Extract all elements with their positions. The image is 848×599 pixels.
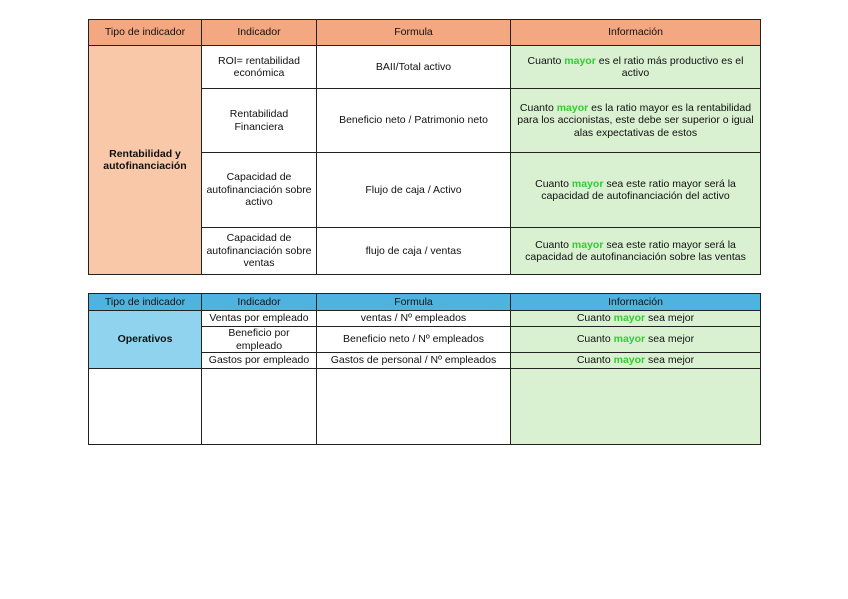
info-text: Cuanto (527, 54, 565, 67)
empty-row (89, 369, 761, 445)
info-text: Cuanto (576, 312, 614, 325)
empty-cell (317, 369, 511, 445)
empty-cell (89, 369, 202, 445)
indicator-cell: ROI= rentabilidad económica (202, 46, 317, 89)
formula-cell: flujo de caja / ventas (317, 228, 511, 275)
header-informacion: Información (511, 294, 761, 311)
indicator-cell: Ventas por empleado (202, 311, 317, 327)
info-cell (511, 153, 761, 228)
empty-info-cell (511, 369, 761, 445)
info-text: Cuanto (535, 177, 572, 190)
rentabilidad-table (88, 19, 761, 275)
info-cell (511, 327, 761, 353)
info-cell (511, 89, 761, 153)
info-cell (511, 353, 761, 369)
category-cell: Rentabilidad y autofinanciación (89, 46, 202, 275)
info-highlight: mayor (613, 312, 646, 325)
info-text: sea este ratio mayor será la capacidad de autofinanciación sobre las ventas (525, 238, 746, 263)
indicator-cell: Beneficio por empleado (202, 327, 317, 353)
info-text: es la ratio mayor es la rentabilidad para los accionistas, este debe ser superior o igual alas expectativas de estos (517, 101, 754, 139)
info-cell (511, 46, 761, 89)
info-highlight: mayor (613, 354, 646, 367)
indicator-cell: Capacidad de autofinanciación sobre ventas (202, 228, 317, 275)
info-text: es el ratio más productivo es el activo (595, 54, 744, 79)
formula-cell: BAII/Total activo (317, 46, 511, 89)
info-highlight: mayor (571, 238, 604, 251)
info-text: sea mejor (645, 312, 695, 325)
info-text: sea mejor (645, 354, 695, 367)
info-highlight: mayor (556, 101, 589, 114)
header-tipo: Tipo de indicador (89, 294, 202, 311)
table-row (89, 311, 761, 327)
info-text: Cuanto (576, 354, 614, 367)
formula-cell: ventas / Nº empleados (317, 311, 511, 327)
header-formula: Formula (317, 20, 511, 46)
info-text: Cuanto (535, 238, 572, 251)
table-header-row (89, 294, 761, 311)
info-text: Cuanto (576, 333, 614, 346)
info-cell (511, 228, 761, 275)
table-row (89, 46, 761, 89)
empty-cell (202, 369, 317, 445)
formula-cell: Beneficio neto / Patrimonio neto (317, 89, 511, 153)
category-cell: Operativos (89, 311, 202, 369)
info-text: sea mejor (645, 333, 695, 346)
info-text: sea este ratio mayor será la capacidad de autofinanciación del activo (541, 177, 736, 202)
header-tipo: Tipo de indicador (89, 20, 202, 46)
header-indicador: Indicador (202, 20, 317, 46)
header-informacion: Información (511, 20, 761, 46)
header-formula: Formula (317, 294, 511, 311)
table-header-row (89, 20, 761, 46)
indicator-cell: Capacidad de autofinanciación sobre activo (202, 153, 317, 228)
formula-cell: Beneficio neto / Nº empleados (317, 327, 511, 353)
info-cell (511, 311, 761, 327)
indicator-cell: Gastos por empleado (202, 353, 317, 369)
header-indicador: Indicador (202, 294, 317, 311)
indicator-cell: Rentabilidad Financiera (202, 89, 317, 153)
info-text: Cuanto (519, 101, 557, 114)
info-highlight: mayor (571, 177, 604, 190)
formula-cell: Gastos de personal / Nº empleados (317, 353, 511, 369)
formula-cell: Flujo de caja / Activo (317, 153, 511, 228)
operativos-table (88, 293, 761, 445)
info-highlight: mayor (564, 54, 596, 67)
info-highlight: mayor (613, 333, 646, 346)
